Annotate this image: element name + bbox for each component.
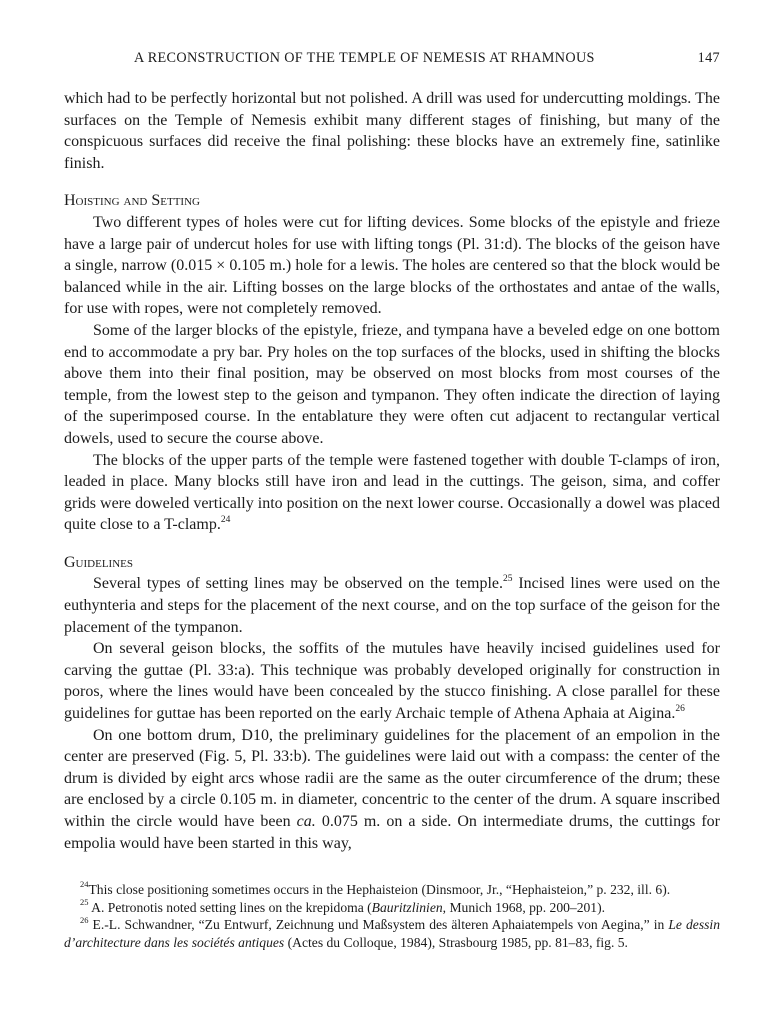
footnote-ref[interactable]: 26 bbox=[675, 703, 685, 714]
section-heading-hoisting: Hoisting and Setting bbox=[64, 192, 200, 210]
italic-text: Le dessin d’architecture dans les sociétés antiques bbox=[64, 917, 720, 950]
footnotes bbox=[64, 881, 720, 951]
paragraph: Two different types of holes were cut for lifting devices. Some blocks of the epistyle and frieze have a large pair of undercut holes for use with lifting tongs (Pl. 31:d). The blocks of the geison have a single, narrow (0.015 × 0.105 m.) hole for a lewis. The holes are centered so that the block would be balanced while in the air. Lifting bosses on the large blocks of the orthostates and antae of the walls, for use with ropes, were not completely removed. bbox=[64, 213, 720, 318]
body-text bbox=[64, 88, 720, 854]
paragraph bbox=[64, 638, 720, 724]
paragraph-text: On several geison blocks, the soffits of the mutules have heavily incised guidelines used for carving the guttae (Pl. 33:a). This technique was probably developed originally for construction in poros, where the lines would have been concealed by the stucco finishing. A close parallel for these guidelines for guttae has been reported on the early Archaic temple of Athena Aphaia at Aigina. bbox=[64, 640, 720, 723]
footnote-ref[interactable]: 24 bbox=[220, 514, 231, 525]
footnote-ref[interactable]: 25 bbox=[503, 574, 513, 585]
footnote-text: (Actes du Colloque, 1984), Strasbourg 1985, pp. 81–83, fig. 5. bbox=[284, 934, 628, 950]
page-number: 147 bbox=[697, 50, 720, 66]
running-title: A RECONSTRUCTION OF THE TEMPLE OF NEMESIS AT RHAMNOUS bbox=[134, 50, 595, 66]
paragraph bbox=[64, 573, 720, 638]
italic-text: Bauritzlinien bbox=[371, 899, 443, 915]
paragraph-text: On one bottom drum, D10, the preliminary guidelines for the placement of an empolion in the center are preserved (Fig. 5, Pl. 33:b). The guidelines were laid out with a compass: the center of the drum is divided by eight arcs whose radii are the same as the outer circumference of the drum; these are enclosed by a circle 0.105 m. in diameter, concentric to the center of the drum. A square inscribed within the circle would have been bbox=[64, 726, 720, 830]
paragraph bbox=[64, 725, 720, 855]
paragraph-text: The blocks of the upper parts of the temple were fastened together with double T-clamps of iron, leaded in place. Many blocks still have iron and lead in the cuttings. The geison, sima, and coffer grids were doweled vertically into position on the next lower course. Occasionally a dowel was placed quite close to a T-clamp. bbox=[64, 451, 720, 534]
footnote-number: 25 bbox=[80, 897, 89, 908]
paragraph: which had to be perfectly horizontal but not polished. A drill was used for undercutting moldings. The surfaces on the Temple of Nemesis exhibit many different stages of finishing, but many of the conspicuous surfaces did receive the final polishing: these blocks have an extremely fine, satinlike finish. bbox=[64, 90, 720, 172]
footnote-25 bbox=[64, 899, 720, 917]
running-head bbox=[64, 50, 720, 70]
italic-text: ca. bbox=[296, 813, 316, 830]
footnote-text: A. Petronotis noted setting lines on the krepidoma ( bbox=[88, 899, 372, 915]
footnote-number: 24 bbox=[80, 879, 89, 890]
footnote-26 bbox=[64, 916, 720, 951]
paragraph-text: 0.075 m. on a side. On intermediate drums, the cuttings for empolia would have been started in this way, bbox=[64, 813, 720, 852]
paragraph-text: Incised lines were used on the euthynteria and steps for the placement of the next course, and on the top surface of the geison for the placement of the tympanon. bbox=[64, 575, 721, 636]
footnote-number: 26 bbox=[80, 914, 89, 925]
paragraph: Some of the larger blocks of the epistyle, frieze, and tympana have a beveled edge on one bottom end to accommodate a pry bar. Pry holes on the top surfaces of the blocks, used in shifting the blocks above them into their final position, may be observed on most blocks from most courses of the temple, from the lowest step to the geison and tympanon. They often indicate the direction of laying of the superimposed course. In the entablature they were often cut adjacent to rectangular vertical dowels, used to secure the course above. bbox=[64, 321, 720, 447]
paragraph bbox=[64, 450, 720, 536]
paragraph-text: Several types of setting lines may be observed on the temple. bbox=[93, 575, 503, 593]
footnote-text: E.-L. Schwandner, “Zu Entwurf, Zeichnung und Maßsystem des älteren Aphaiatempels von Aegina,” in bbox=[88, 917, 669, 933]
footnote-text: This close positioning sometimes occurs in the Hephaisteion (Dinsmoor, Jr., “Hephaisteion,” p. 232, ill. 6). bbox=[88, 882, 671, 897]
footnote-text: , Munich 1968, pp. 200–201). bbox=[442, 899, 606, 915]
section-heading-guidelines: Guidelines bbox=[64, 553, 133, 571]
footnote-24 bbox=[64, 881, 720, 899]
